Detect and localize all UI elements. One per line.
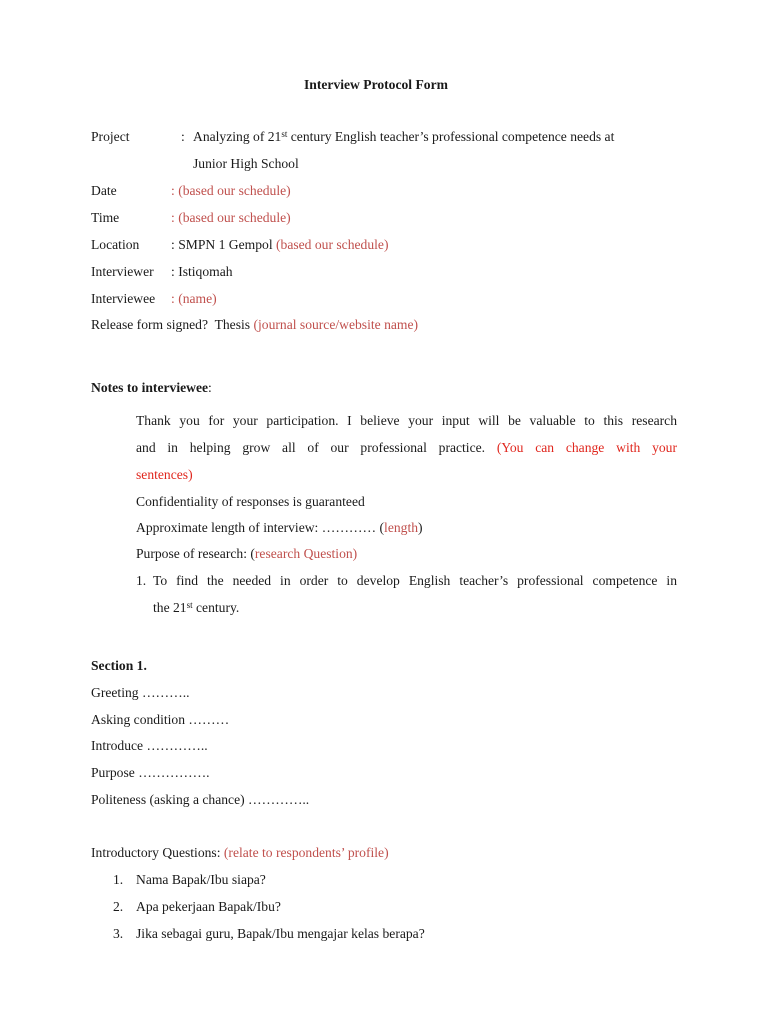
location-value-text: SMPN 1 Gempol [178,237,276,252]
notes-heading-colon: : [208,380,212,395]
project-value-line2: Junior High School [193,156,299,171]
section1-item-politeness: Politeness (asking a chance) ………….. [91,792,310,807]
location-value [171,237,388,253]
location-label: Location [91,237,140,252]
section1-heading: Section 1. [91,658,147,673]
section1-item-introduce: Introduce ………….. [91,738,208,753]
introductory-questions-heading [91,845,389,861]
interviewee-value [171,291,217,307]
time-label: Time [91,210,120,225]
notes-paragraph-line3: sentences) [136,467,193,482]
notes-paragraph-line2 [136,440,677,456]
introductory-questions-label: Introductory Questions: [91,845,224,860]
interview-length-note: length [384,520,419,535]
project-value-text-a: Analyzing of 21 [193,129,282,144]
project-label: Project [91,129,130,144]
project-value-superscript: st [281,129,288,139]
purpose-item-number: 1. [136,573,147,588]
section1-item-asking-condition: Asking condition ……… [91,712,230,727]
page-title: Interview Protocol Form [304,77,448,92]
research-purpose-note: research Question) [254,546,358,561]
notes-heading-text: Notes to interviewee [91,380,209,395]
interviewee-value-text: (name) [178,291,217,306]
notes-paragraph-line2-note: (You can change with your [496,440,677,455]
purpose-item-line2-superscript: st [186,600,193,610]
purpose-item-line2-text-a: the 21 [153,600,187,615]
notes-paragraph-line2-text: and in helping grow all of our professional practice. [136,440,497,455]
time-value [171,210,291,226]
notes-paragraph-line1: Thank you for your participation. I believe your input will be valuable to this research [136,413,677,428]
question-1-text: Nama Bapak/Ibu siapa? [136,872,266,887]
project-value-text-b: century English teacher’s professional competence needs at [287,129,615,144]
question-3-text: Jika sebagai guru, Bapak/Ibu mengajar kelas berapa? [136,926,425,941]
notes-heading [91,380,212,396]
release-note: (journal source/website name) [253,317,419,332]
question-3-number: 3. [113,926,124,941]
interviewee-label: Interviewee [91,291,156,306]
question-2-number: 2. [113,899,124,914]
time-separator: : [171,210,179,225]
date-label: Date [91,183,117,198]
interviewer-value [171,264,233,280]
research-purpose [136,546,357,562]
section1-item-greeting: Greeting ……….. [91,685,190,700]
location-separator: : [171,237,179,252]
location-note: (based our schedule) [276,237,389,252]
introductory-questions-note: (relate to respondents’ profile) [223,845,389,860]
interviewer-value-text: Istiqomah [178,264,233,279]
time-value-text: (based our schedule) [178,210,291,225]
purpose-item-line2-text-b: century. [192,600,240,615]
interviewer-separator: : [171,264,179,279]
purpose-item-line2 [153,600,239,616]
interviewee-separator: : [171,291,179,306]
interviewer-label: Interviewer [91,264,154,279]
project-separator: : [181,129,185,144]
interview-length-close: ) [418,520,423,535]
project-value [193,129,614,145]
date-value-text: (based our schedule) [178,183,291,198]
date-value [171,183,291,199]
interview-length [136,520,423,536]
question-2-text: Apa pekerjaan Bapak/Ibu? [136,899,281,914]
question-1-number: 1. [113,872,124,887]
date-separator: : [171,183,179,198]
release-line [91,317,418,333]
section1-item-purpose: Purpose ……………. [91,765,210,780]
release-label: Release form signed? [91,317,209,332]
purpose-item-line1: To find the needed in order to develop English teacher’s professional competence in [153,573,677,588]
release-value: Thesis [208,317,254,332]
research-purpose-text: Purpose of research: ( [136,546,255,561]
interview-length-text: Approximate length of interview: ………… ( [136,520,385,535]
confidentiality-text: Confidentiality of responses is guaranteed [136,494,365,509]
